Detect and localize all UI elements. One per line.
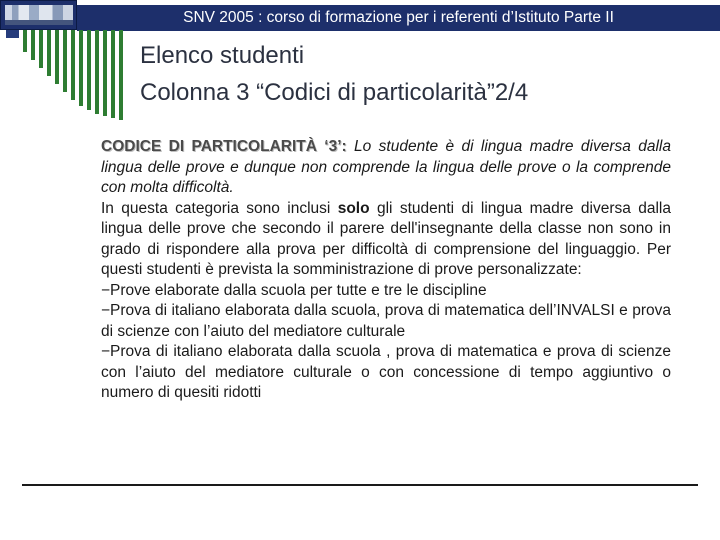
code-description: Lo studente è di lingua madre diversa dalla lingua delle prove e dunque non comprende la lingua delle prove o la comprende con molta difficoltà.: [101, 138, 671, 196]
slide-body: [101, 137, 671, 404]
category-bold-word: solo: [337, 199, 370, 217]
decorative-stripes: [0, 30, 130, 130]
bottom-divider: [22, 484, 698, 486]
institute-logo: [0, 0, 77, 30]
slide-title: Elenco studenti: [140, 42, 305, 69]
header-title: SNV 2005 : corso di formazione per i referenti d’Istituto Parte II: [183, 9, 614, 26]
list-item: −Prova di italiano elaborata dalla scuola, prova di matematica dell’INVALSI e prova di scienze con l’aiuto del mediatore culturale: [101, 302, 671, 340]
slide-subtitle: Colonna 3 “Codici di particolarità”2/4: [140, 79, 529, 106]
building-image: [5, 5, 73, 25]
category-text-b: gli studenti di lingua madre diversa dalla lingua delle prove che secondo il parere dell'insegnante della classe non sono in grado di rispondere alla prova per difficoltà di comprensione del linguaggio. Per questi studenti è prevista la somministrazione di prove personalizzate:: [101, 199, 671, 278]
category-paragraph: [101, 199, 671, 281]
list-item: −Prova di italiano elaborata dalla scuola , prova di matematica e prova di scienze con l’aiuto del mediatore culturale o con concessione di tempo aggiuntivo o numero di quesiti ridotti: [101, 343, 671, 401]
code-paragraph: [101, 137, 671, 199]
code-label: CODICE DI PARTICOLARITÀ ‘3’:: [101, 138, 347, 155]
list-item: −Prove elaborate dalla scuola per tutte e tre le discipline: [101, 281, 487, 299]
header-bar: [77, 0, 720, 30]
category-text-a: In questa categoria sono inclusi: [101, 199, 338, 217]
